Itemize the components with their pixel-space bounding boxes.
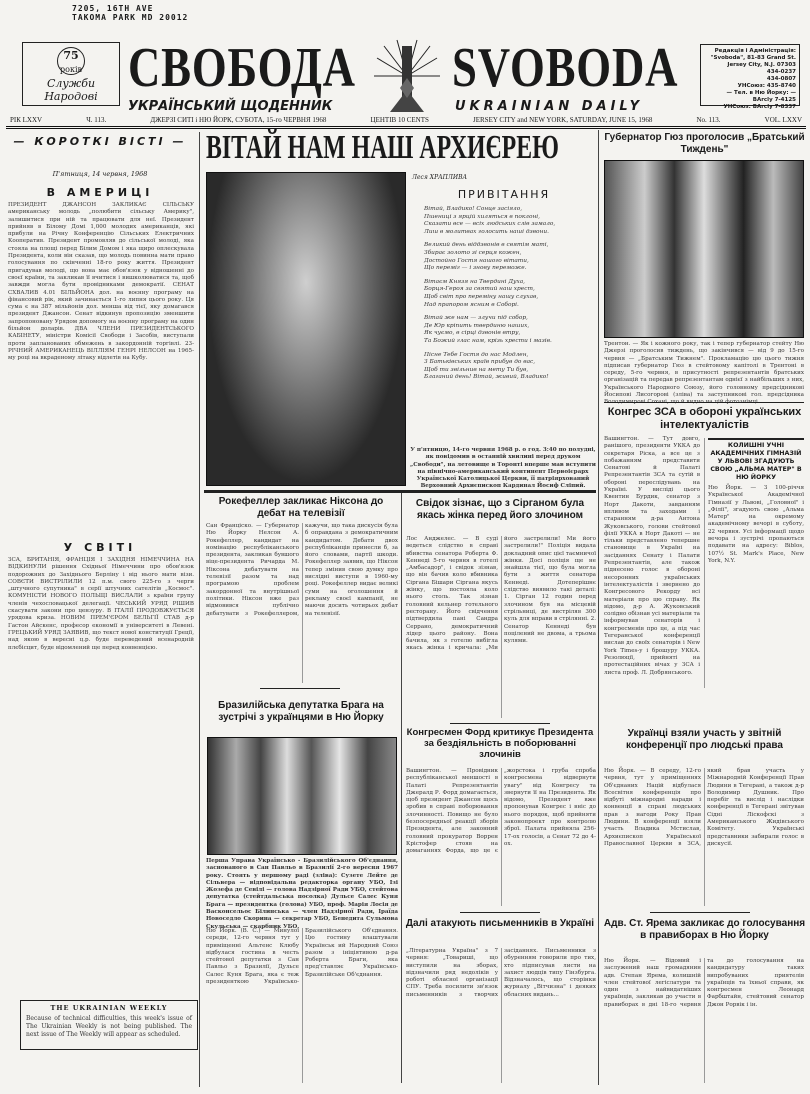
poem-line: Над прапором ясним в Соборі. [424,301,519,308]
poem-line: Пшениці з ярцій хиляться в поклоні, [424,213,541,220]
label-line: 7205, 16TH AVE [72,4,154,13]
rockefeller-headline: Рокефеллер закликає Ніксона до дебат на телевізії [218,496,384,519]
date-ua: ДЖЕРЗІ СИТІ і НЮ ЙОРК, СУБОТА, 15-го ЧЕРВНЯ 1968 [150,116,327,124]
poem-line: Щоб ти звільнив на мету Ти був, [424,366,529,373]
brazil-photo-caption: Перша Управа Українсько - Бразилійського Об'єднання, заснованого в Сан Павльо в Бразилії 2-го вересня 1967 року. Стоять у першому раді (зліва): Сузете Лейте де Сільвера — відповідальна редакторка органу УБО, Ізі Жозефа де Севілі — голова Надзірної Ради УБО, стейтова депутатка (стейтдальська посолка) Дульсе Салес Куня Брага — президентка (голова) УБО, проф. Марія Лосія де Васконсельос Білинська — член Надзірної Ради, Іраїдa Новоседло Скорина — секретар УБО, Бенедита Сульмова Скульська — скарбник УБО. [206,858,398,930]
column-divider [401,493,402,1083]
poem-line: Щоб світ про переміну нашу слухав, [424,293,539,300]
info-line: 434-0807 [766,76,796,82]
ford-headline: Конгресмен Форд критикує Президента за бездіяльність в поборюванні злочинів [406,727,594,760]
witness-text: Лос Анджелес. — В суді ведеться слідство в справі вбивства сенатора Роберта Ф. Кеннеді 5-го червня в готелі „Амбасадор", і свідок зізнав, що він бачив коло вбивника Сіргана Бішари Сіргана якусь жінку, що постояла коло нього столь. Так зізнав головний кельнер готельного ресторану. Його свідчення підтвердила пані Сандра Серрано, демократичний лідер цього району. Вона бачила, як з готелю вибігла якась жінка і кричала: „Ми його застрелили! Ми його застрелили!" Поліція видала докладний опис цієї таємничої жінки. Досі поліція ще не знайшла тієї, що була могла бути з життя сенатора Кеннеді. Дотеперішнє слідство виявило такі деталі: 1. Сірган 12 годин перед злочином був на місцевій стрільниці, де вистріляв 300 куль для вправи в стрілянні. 2. Сенатор Кеннеді був поцілений не двома, а трьома кулями. [406,536,596,652]
poem-line: Достойно Гостя нашого вітати, [424,257,529,264]
info-line: 434-0237 [766,69,796,75]
world-news-text: ЗСА, БРИТАНІЯ, ФРАНЦІЯ І ЗАХІДНЯ НІМЕЧЧИНА НА ВІДКИНУЛИ рішення Східньої Німеччини про обов'язок подорожних до Західнього Берліну і від нього мати візи. СОВЄТИ ВИСТРІЛИЛИ 12 п.м. свого 225-го з черги „штучного супутника" в серії штучних сателітів „Космос". КОМУНІСТИ НОВОГО ПОЛЬЩІ ВИСЛАЛИ з країни групу членів чехословацької делегації. ЧЕСЬКИЙ УРЯД РІШИВ скасувати закони про цензуру. В ІТАЛІЇ ПРОДОВЖУЄТЬСЯ урядова криза. НОВИМ ПРЕМ'ЄРОМ БЕЛЬГІЇ СТАВ д-р Гастон Айскенс, професор економії в університеті в Левені. ГРЕЦЬКИЙ УРЯД ЗАЯВИВ, що текст нової конституції Греції, над якою в вересні ц.р. буде переведений всенародній плєбісцит, буде відомлений ще перед конвенцією. [8,557,194,651]
subtitle-english: UKRAINIAN DAILY [455,99,644,114]
alma-mater-box [704,438,804,688]
divider [260,688,340,689]
congress-text: Вашингтон. — Тут довго, ранішого, президенти УККА до секретаря Ріска, а все це з побажанням представити Сенатові й Палаті Репрезентантів ЗСА та сутій в обороні переслідувань на Україні. У висліді цього Квентин Бурдик, сенатор з Норт Дакоти, завданням впливом та заходами і старанням д-ра Антона Жуковського, голови стейтової філії УККА в Норт Дакоті — не тільки представлено тепершне становище в Україні на засіданнях Сенату і Палати Репрезентантів, але також піднесено голос в обороні несоронних українських інтелектуалістів і звернено до Конгресового Рекорду всі матеріали про цю справу. Як відомо, д-р А. Жуковський солідно обізнав усі матеріали та інформував сенаторів і конгресменів про це, а під час Тегеранської конференції вислав до своїх сенаторів і New York Times-у і брошуру УККА. Резолюції, прийняті на протестаційних вічах у ЗСА і листа проф. Л. Добрянського. [604,436,701,676]
section-world: У СВІТІ [63,541,137,554]
notice-title: THE UKRAINIAN WEEKLY [50,1004,168,1012]
news-brief-header: — КОРОТКІ ВІСТІ — [13,135,187,148]
poem-line: Борця-Героя за святий наш хрест, [424,286,535,293]
anniversary-badge [57,47,85,75]
poem-line: Лиш в молитвах голосить наші дзвони. [424,228,549,235]
trident-emblem-icon [372,38,442,114]
poem-line: Збирає золото зі серця кожен, [424,249,522,256]
price: ЦЕНТІВ 10 CENTS [370,116,429,124]
notice-text: Because of technical difficulties, this week's issue of The Ukrainian Weekly is not being published. The next issue of The Weekly will appear as scheduled. [26,1015,192,1038]
title-ukrainian: СВОБОДА [128,37,356,99]
governor-caption: Трентон. — Як і кожного року, так і тепер губернатор стейту Ню Джерзі проголосив тиждень, що закінчився — від 9 до 15-го червня — „Братським Тижнем". Прокламацію цю цього тижня підписав губернатор Гюз в стейтовому капітолі в Трентоні в середу, 5-го червня, в присутності репрезентантів братських організацій та передав репрезентантам однієї з найбільших з них, Українського Народного Союзу, його головному предсідникові Йосипові Лисогорові (зліва) та заступникові гол. предсідника [604,341,804,399]
news-brief-date: П'ятниця, 14 червня, 1968 [52,170,148,178]
poem-line: Великий день віддзвонів в святім маті, [424,242,549,249]
brazil-text: Ню Йорк. (В. С.) — Минулої середи, 12-го червня тут у приміщенні Альтенс Клюбу відбулася гостина в честь стейтової депутатки з Сан Павльо з Бразилії, Дульсе Салес Куня Брага, яка є теж президенткою Українсько-Бразилійського Об'єднання. Цю гостину влаштували Українськ ий Народний Союз разом з ініціятивою д-ра Роберта Браги, яка пред'ставляє Українсько-Бразилійське Об'єднання. [206,928,398,986]
column-divider [598,130,599,1085]
volume-en: VOL. LXXV [764,116,802,124]
anniversary-number: 75 [63,49,79,62]
info-line: УНСоюз: 435-8740 [737,83,796,89]
info-line: BArcly 7-4125 [752,97,796,103]
poem-line: З Батьківських країв прибув до вас, [424,359,536,366]
poem-line: Як чуємо, в сірці дзвонів втру, [424,330,521,337]
poem-title: ПРИВІТАННЯ [457,188,551,201]
column-divider [199,132,200,1087]
yarema-text: Ню Йорк. — Відомий і заслужений наш громадянин адв. Степан Ярема, колишній член стейтової легіслатури та один з найвидатніших українців, закликав до участи в правиборах в дні 18-го червня та до голосування на кандидатуру таких випробуваних приятелів українців та їхньої справи, як конгресмен Леонард Фарбштайн, стейтовий сенатор Джон Рорвік і ін. [604,958,804,1008]
poem-line: Вітаєм Князя на Твердині Духа, [424,278,526,285]
yarema-headline: Адв. Ст. Ярема закликає до голосування в правиборах в Ню Йорку [603,918,806,941]
divider [460,912,540,913]
writers-headline: Далі атакують письменників в Україні [405,918,595,929]
main-headline: ВІТАЙ НАМ НАШ АРХИЄРЕЮ [206,129,559,166]
poem-text [424,206,594,382]
motto: Служби Народові [44,77,98,103]
archbishop-caption: У п'ятницю, 14-го червня 1968 р. о год. 3:40 по полудні, як повідомив в останній хвилині перед друком „Свободи", на летовище в Торонті вперше мав вступити на північно-американський континент Первоієрарх Української Католицької Церкви, її патріярхований Верховний Архиєпископ Кардинал Йосиф Сліпий. [410,447,596,490]
alma-mater-headline: КОЛИШНІ УЧНІ АКАДЕМІЧНИХ ГІМНАЗІЙ У ЛЬВОВІ ЗГАДУЮТЬ СВОЮ „АЛЬМА МАТЕР" В НЮ ЙОРКУ [708,438,804,482]
ukrainian-weekly-notice [20,1000,198,1050]
brazil-group-photo [207,737,397,855]
info-line: "Svoboda", 81-83 Grand St. [710,55,796,61]
writers-text: „Літературна Україна" з 7 червня: „Товариші, що виступили на зборах, відзначили ряд недоліків у роботі обласної організації СПУ. Треба посилити зв'язок письменників з творчих засіданнях. Письменники з обуренням говорили про тих, хто підписував листи на захист людців типу Гінзбурга. Відзначалось, що сторінки журналу „Вітчизна" і деяких обласних видань... [406,948,596,998]
governor-headline: Губернатор Гюз проголосив „Братський Тиждень" [604,132,805,155]
brazil-headline: Бразилійська депутатка Брага на зустрічі з українцями в Ню Йорку [218,700,384,723]
title-english: SVOBODA [452,37,679,99]
dateline [6,116,806,129]
divider [604,402,804,403]
poem-line: Та Божий глас нам, крізь хрести і мазів. [424,337,552,344]
section-america: В АМЕРИЦІ [46,186,154,199]
info-line: Редакція і Адміністрація: [714,48,796,54]
human-rights-text: Ню Йорк. — В середу, 12-го червня, тут у приміщеннях Об'єднаних Націй відбулася Всесвітня конференція про відбуті міжнародні наради і конвенції в справі людських прав з нагоди Року Прав Людини. В конференції взяли участь Владика Мстислав, Архиєпископ Української Православної Церкви в ЗСА, який брав участь у Міжнародній Конференції Прав Людини в Тегерані, а також д-р Володимир Душник. Про перебіг та вислід і наслідки конференції в Тегерані звітував Сідні Ліскофскі з Американського Жидівського Комітету. Українські представники забирали голос в дискусії. [604,768,804,847]
archbishop-photo [206,172,406,486]
poem-author: Леся ХРАПЛИВА [412,174,468,181]
ford-text: Вашингтон. — Провідник республіканської меншості в Палаті Репрезентантів Джералд Р. Форд домагається, щоб президент Джансон щось зробив в справі поборювання злочинності. Повищо не було безпосередньої реакції зборів Президента, але законний головний прокуратор Воррен Крістофер стояв на домаганнях Форда, що це є „жорстока і груба спроба конгресмена відвернути увагу" від Конгресу та звернути її на Президента. Як відомо, Президент вже пропонував Конгрес і вніс до нього порядок, щоб прийняти законопроект про контролю зброї. Палата прийняла 256-17-ох голосів, а Сенат 72 до 4-ох. [406,768,596,855]
congress-headline: Конгрес ЗСА в обороні українських інтелектуалістів [607,406,802,431]
editorial-info-box [700,44,800,110]
america-news-text: ПРЕЗИДЕНТ ДЖАНСОН ЗАКЛИКАЄ СІЛЬСЬКУ американську молодь „полюбити сільську Америку", залишитися при ній та працювати для неї. Президент прийняв в Білому Домі 1,000 молодих американців, які прибули на Річну Конференцію Сільських Електричних Кооператив. Президент промовляв до сільської молоді, яка стояла на площі перед Білим Домом і яка щиро оплескувала Президента, коли він сказав, що молодь повинна мати право голосування по скінченні 18-го року життя. Президент пригадував молоді, що вона має обов'язок у відношенні до своєї країни, та закликав її вчитися і вишколюватися та, щоб завжди могла бути провідниками демократії. СЕНАТ СХВАЛИВ 4.01 БІЛЬЙОНА дол. на воєнну програму на фінансовий рік, який зачинається 1-го липня цього року. Ця сума є на 387 мільйонів дол. менша від тієї, яку домагався президент Джансон. Сенат відкинув пропозицію зменшити запропоновану Урядом допомогу на воєнну програму на один більйон доларів. ДВА ЧЛЕНИ ПРЕЗИДЕНТСЬКОГО КАБІНЕТУ, міністри Комісії Свободи і Засобів, виступали проти запланованих обмежень в закордонній торгівлі. 23-РІЧНИЙ АМЕРИКАНЕЦЬ ВІЛЛІЯМ ГЕНРІ НЕЛСОН на 1965-му році на вкраденому літаку відлетів на Кубу. [8,202,194,362]
info-line: — Тел. в Ню Йорку: — [726,90,796,96]
poem-line: Вітай, Владико! Сонце засіяло, [424,206,523,212]
poem-line: Пісне Тебе Гостя до нас Модлен, [424,351,529,358]
issue-ua: Ч. 113. [86,116,107,124]
governor-photo [604,160,804,338]
divider [650,912,750,913]
label-line: TAKOMA PARK MD 20012 [72,13,189,22]
info-line: УНСоюз: BArcly 7-8337 [723,104,796,110]
date-en: JERSEY CITY and NEW YORK, SATURDAY, JUNE 15, 1968 [473,116,653,124]
poem-line: Що переміг — і знову переможе. [424,265,527,272]
poem-line: Благаний день! Вітай, живий, Владико! [424,374,549,381]
poem-line: Де Юр кріпить твердиню наших, [424,322,530,329]
subtitle-ukrainian: УКРАЇНСЬКИЙ ЩОДЕННИК [128,99,333,114]
divider [450,723,550,724]
volume-ua: РІК LXXV [10,116,43,124]
human-rights-headline: Українці взяли участь у звітній конференції про людські права [626,728,783,751]
rockefeller-text: Сан Франціско. — Губернатор Ню Йорку Нелсон А. Рокефеллер, кандидат на номінацію республіканського президента, закликав бувшого віце-президента Ричарда М. Ніксона дебатувати на телевізії разом та над програмою проблем закордонної та внутрішньої політики. Ніксон вже раз відмовився публічно дебатувати з Рокефеллером, кажучи, що така дискусія була б оправдана з демократичним кандидатом. Дебати двох республіканців принесли б, за його словами, партії шкоди. Рокефеллер заявив, що Ніксон тепер змінив свою думку про вислідні виступи в 1960-му році. Рокефеллер видає великі суми на оголошення й рекламу своєї кампанії, не маючи досить чотирьох дебат на телевізії. [206,523,398,617]
info-line: Jersey City, N.J. 07303 [727,62,796,68]
issue-en: No. 113. [696,116,721,124]
anniversary-logo [22,42,120,106]
mailing-label [72,4,188,22]
alma-mater-text: Ню Йорк. — З 100-річчя Української Академічної Гімназії у Львові, „Головної" і „Філії", згадують свою „Альма Матер" на окремому академічному вечорі в суботу, 22 червня. Усі інформації щодо вечора і зустрічі пропаються подавати на адресу: Biblos, 107½ St. Mark's Place, New York, N.Y. [708,485,804,564]
poem-line: Вітай же нам — злучи під собор, [424,315,528,322]
anniversary-word: років [60,65,82,74]
poem-line: Сказати все — всіх людських слів замало, [424,221,556,228]
witness-headline: Свідок зізнає, що з Сірганом була якась жінка перед його злочином [415,498,585,521]
divider [204,490,596,493]
